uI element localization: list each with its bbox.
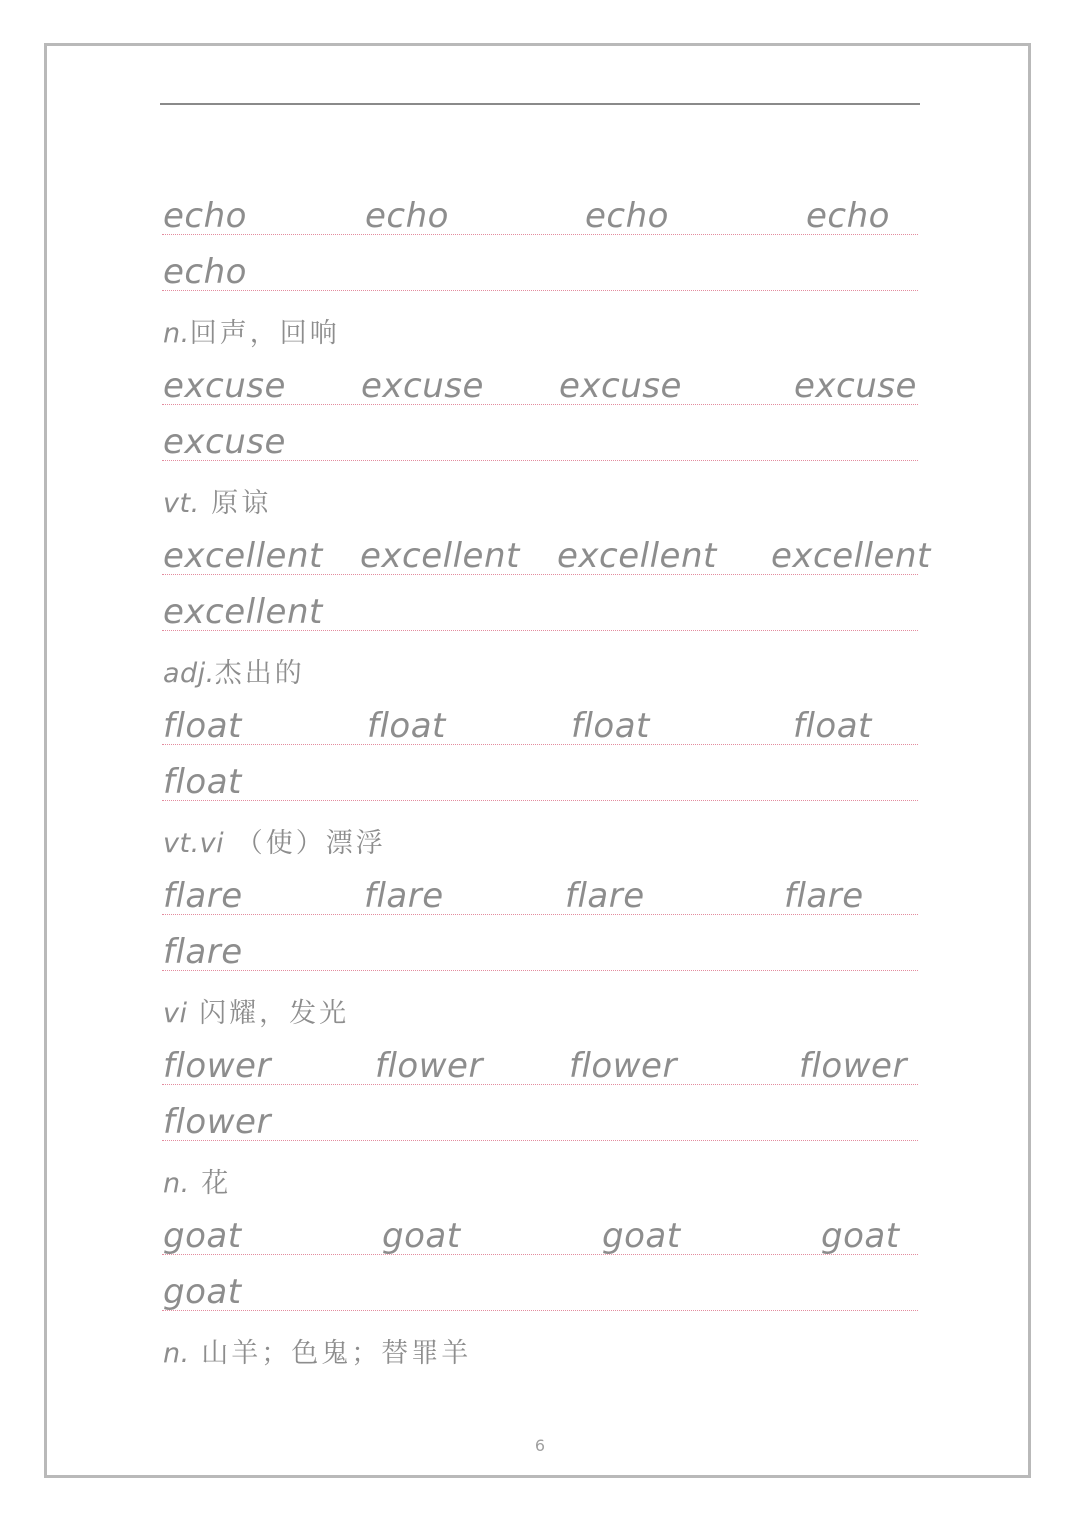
practice-word: excellent [360,536,520,576]
practice-line [162,756,918,801]
part-of-speech: vt.vi [163,828,225,859]
practice-line [162,360,918,405]
part-of-speech: vi [163,998,188,1029]
page-number: 6 [534,1436,546,1455]
practice-word: flower [163,1046,271,1086]
practice-word: flower [799,1046,907,1086]
practice-word: echo [163,196,247,236]
meaning-text: 山羊；色鬼；替罪羊 [201,1338,472,1369]
practice-word: goat [163,1216,242,1256]
practice-word: excuse [361,366,484,406]
meaning-text: 原谅 [211,488,272,519]
practice-line [162,190,918,235]
practice-word: float [367,706,446,746]
word-meaning [163,481,271,520]
practice-word: float [163,762,242,802]
part-of-speech: n. [163,1168,190,1199]
practice-word: excellent [771,536,931,576]
practice-line [162,530,931,576]
practice-word: excuse [163,366,286,406]
meaning-text: 杰出的 [214,658,305,689]
practice-word: goat [602,1216,681,1256]
practice-line [162,1266,918,1311]
practice-word: echo [806,196,890,236]
part-of-speech: vt. [163,488,200,519]
practice-line [162,246,918,291]
practice-word: flare [565,876,645,916]
word-meaning [163,1161,231,1200]
practice-word: excuse [163,422,286,462]
header-rule [160,103,920,105]
practice-word: flower [163,1102,271,1142]
practice-word: flare [784,876,864,916]
word-meaning [163,991,349,1030]
part-of-speech: n. [163,318,190,349]
practice-word: goat [163,1272,242,1312]
practice-line [162,700,918,745]
practice-word: excuse [794,366,917,406]
meaning-text: 闪耀，发光 [199,998,350,1029]
practice-word: excellent [163,536,323,576]
word-meaning [163,821,386,860]
practice-word: flower [569,1046,677,1086]
meaning-text: 花 [201,1168,232,1199]
practice-word: flower [375,1046,483,1086]
meaning-text: 回声，回响 [189,318,340,349]
practice-word: float [163,706,242,746]
practice-word: echo [163,252,247,292]
practice-word: excellent [557,536,717,576]
word-meaning [163,311,340,350]
practice-word: echo [585,196,669,236]
practice-word: goat [821,1216,900,1256]
meaning-text: （使）漂浮 [235,828,386,859]
practice-word: flare [364,876,444,916]
practice-line [162,926,918,971]
practice-line [162,1040,918,1085]
practice-word: echo [365,196,449,236]
part-of-speech: n. [163,1338,190,1369]
practice-line [162,1096,918,1141]
practice-line [162,416,918,461]
practice-word: float [793,706,872,746]
practice-word: flare [163,932,243,972]
practice-line [162,870,918,915]
practice-word: excuse [559,366,682,406]
practice-word: excellent [163,592,323,632]
practice-line [162,586,918,631]
word-meaning [163,1331,471,1370]
practice-word: float [571,706,650,746]
practice-word: flare [163,876,243,916]
word-meaning [163,651,305,690]
part-of-speech: adj. [163,658,215,689]
practice-word: goat [382,1216,461,1256]
practice-line [162,1210,918,1255]
